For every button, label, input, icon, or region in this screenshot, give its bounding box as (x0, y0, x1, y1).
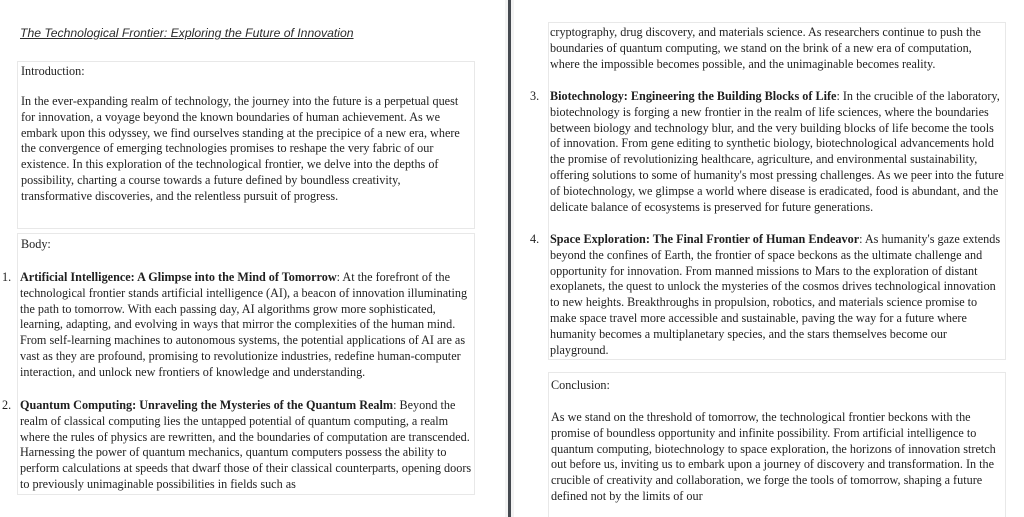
conclusion-heading: Conclusion: (551, 378, 610, 392)
list-item-text: : As humanity's gaze extends beyond the confines of Earth, the frontier of space beckons as the ultimate challenge and opportunity for innovation. From manned missions to Mars to the exploration of distant exoplanets, the quest to unlock the mysteries of the cosmos drives technological innovation to new heights. Breakthroughs in propulsion, robotics, and materials science promise to make space travel more accessible and sustainable, paving the way for a future where humanity becomes a multiplanetary species, and the stars themselves become our playground. (550, 232, 1001, 357)
conclusion-paragraph: As we stand on the threshold of tomorrow, the technological frontier beckons with the promise of boundless opportunity and infinite possibility. From artificial intelligence to quantum computing, biotechnology to space exploration, the horizons of innovation stretch out before us, inviting us to embark upon a journey of discovery and transformation. In the crucible of creativity and collaboration, we forge the tools of tomorrow, shaping a future defined not by the limits of our (551, 410, 996, 503)
introduction-section (17, 61, 475, 229)
list-item-text: : At the forefront of the technological frontier stands artificial intelligence (AI), a beacon of innovation illuminating the path to tomorrow. With each passing day, AI algorithms grow more sophisticated, learning, adapting, and evolving in ways that mirror the complexities of the human mind. From self-learning machines to autonomous systems, the potential applications of AI are as vast as they are profound, promising to revolutionize industries, redefine human-computer interaction, and unlock new frontiers of knowledge and understanding. (20, 270, 468, 379)
conclusion-section (548, 372, 1006, 517)
continuation-section (548, 22, 1006, 360)
list-item-heading: Artificial Intelligence: A Glimpse into the Mind of Tomorrow (20, 270, 337, 284)
body-heading: Body: (21, 237, 51, 251)
list-number: 2. (2, 398, 12, 412)
document-page-left (0, 0, 505, 517)
page-divider (505, 0, 514, 517)
list-number: 1. (2, 270, 12, 284)
list-item-heading: Space Exploration: The Final Frontier of Human Endeavor (550, 232, 860, 246)
list-number: 3. (530, 89, 540, 103)
list-item-heading: Quantum Computing: Unraveling the Mysteries of the Quantum Realm (20, 398, 394, 412)
list-number: 4. (530, 232, 540, 246)
list-item-continuation: cryptography, drug discovery, and materials science. As researchers continue to push the boundaries of quantum computing, we stand on the brink of a new era of computation, where the impossible becomes possible, and the unimaginable becomes reality. (550, 25, 981, 71)
introduction-heading: Introduction: (21, 64, 85, 78)
list-item-heading: Biotechnology: Engineering the Building Blocks of Life (550, 89, 837, 103)
introduction-paragraph: In the ever-expanding realm of technology, the journey into the future is a perpetual quest for innovation, a voyage beyond the known boundaries of human achievement. As we embark upon this odyssey, we find ourselves standing at the precipice of a new era, where the convergence of emerging technologies promises to reshape the very fabric of our existence. In this exploration of the technological frontier, we delve into the depths of possibility, charting a course towards a future defined by boundless creativity, transformative discoveries, and the relentless pursuit of progress. (21, 94, 460, 203)
document-title: The Technological Frontier: Exploring the Future of Innovation (20, 26, 354, 40)
list-item-text: : Beyond the realm of classical computing lies the untapped potential of quantum computing, a realm where the rules of physics are rewritten, and the boundaries of computation are transcended. Harnessing the power of quantum mechanics, quantum computers possess the ability to perform calculations at speeds that dwarf those of their classical counterparts, opening doors to previously unimaginable possibilities in fields such as (20, 398, 472, 491)
list-item-text: : In the crucible of the laboratory, biotechnology is forging a new frontier in the realm of life sciences, where the boundaries between biology and technology blur, and the very building blocks of life become the tools of innovation. From gene editing to synthetic biology, biotechnological advancements hold the promise of revolutionizing healthcare, agriculture, and environmental sustainability, offering solutions to some of humanity's most pressing challenges. As we peer into the future of biotechnology, we glimpse a world where disease is eradicated, food is abundant, and the delicate balance of ecosystems is preserved for future generations. (550, 89, 1004, 214)
